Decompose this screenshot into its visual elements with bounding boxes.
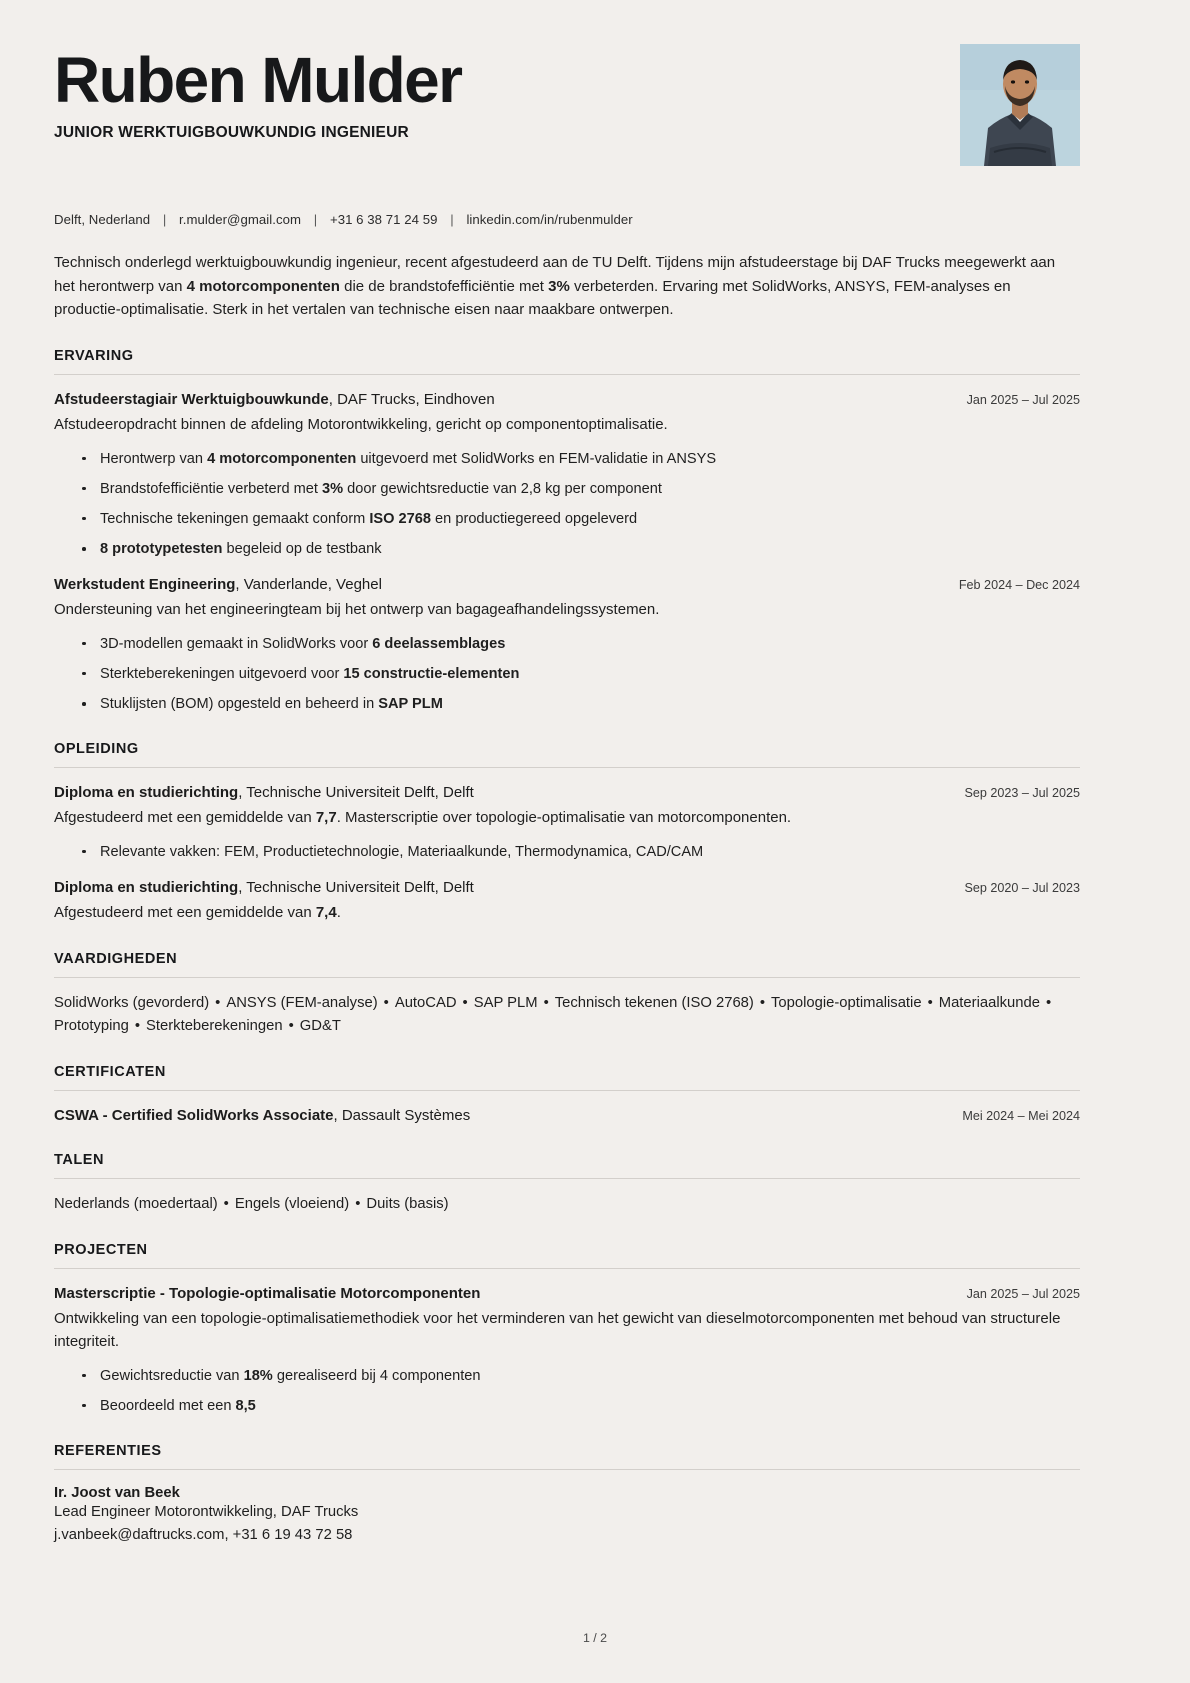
bullet-separator: •	[927, 994, 933, 1011]
entry-bullet-list	[54, 449, 1080, 561]
entry-description: Ondersteuning van het engineeringteam bij het ontwerp van bagageafhandelingssystemen.	[54, 600, 660, 618]
bullet-separator: •	[383, 994, 389, 1011]
list-item	[82, 539, 1080, 560]
contact-phone[interactable]: +31 6 38 71 24 59	[329, 212, 438, 227]
bullet-pre: 3D-modellen gemaakt in SolidWorks voor	[100, 635, 373, 652]
bullet-separator: •	[223, 1196, 229, 1213]
bullet-pre: Gewichtsreductie van	[100, 1367, 244, 1384]
entry-date: Sep 2023 – Jul 2025	[964, 786, 1080, 801]
reference-contact: j.vanbeek@daftrucks.com, +31 6 19 43 72 58	[54, 1526, 353, 1543]
certificate-issuer: , Dassault Systèmes	[333, 1106, 471, 1124]
education-entry	[54, 782, 1080, 863]
bullet-bold: 6 deelassemblages	[372, 635, 506, 652]
bullet-post: en productiegereed opgeleverd	[431, 510, 638, 527]
professional-summary	[54, 251, 1080, 322]
bullet-bold: 15 constructie-elementen	[343, 665, 520, 682]
certificate-name: CSWA - Certified SolidWorks Associate	[54, 1106, 334, 1124]
entry-title	[54, 1283, 480, 1305]
summary-text-3: verbeterden. Ervaring met SolidWorks, ANSYS, FEM-analyses en productie-optimalisatie. Sterk in het vertalen van technische eisen naar maakbare ontwerpen.	[54, 277, 1011, 319]
bullet-bold: ISO 2768	[369, 510, 431, 527]
certificate-entry	[54, 1105, 1080, 1127]
summary-text-1: Technisch onderlegd werktuigbouwkundig ingenieur, recent afgestudeerd aan de TU Delft. Tijdens mijn afstudeerstage bij DAF Trucks meegewerkt aan het herontwerp van	[54, 254, 1056, 295]
section-certificates	[54, 1064, 1080, 1127]
languages-list	[54, 1193, 1080, 1216]
reference-position: Lead Engineer Motorontwikkeling, DAF Trucks	[54, 1504, 359, 1521]
list-item	[82, 449, 1080, 470]
list-item	[82, 479, 1080, 500]
bullet-pre: Sterkteberekeningen uitgevoerd voor	[100, 665, 344, 682]
entry-title	[54, 574, 382, 596]
entry-header	[54, 1283, 1080, 1305]
bullet-post: begeleid op de testbank	[222, 541, 382, 558]
section-heading-references: REFERENTIES	[54, 1443, 162, 1460]
entry-degree: Diploma en studierichting	[54, 878, 239, 896]
entry-title	[54, 389, 495, 411]
contact-separator-2: |	[313, 212, 318, 227]
bullet-bold: 8,5	[235, 1397, 256, 1414]
entry-bullet-list	[54, 634, 1080, 715]
skill-item: AutoCAD	[394, 994, 457, 1011]
entry-date: Feb 2024 – Dec 2024	[958, 578, 1080, 593]
language-item: Duits (basis)	[366, 1196, 449, 1213]
entry-header	[54, 574, 1080, 596]
bullet-separator: •	[1045, 994, 1052, 1011]
section-references	[54, 1443, 1080, 1546]
contact-location: Delft, Nederland	[54, 212, 151, 227]
divider	[54, 1469, 1080, 1470]
bullet-pre: Relevante vakken: FEM, Productietechnologie, Materiaalkunde, Thermodynamica, CAD/CAM	[100, 843, 704, 860]
divider	[54, 1178, 1080, 1179]
desc-post: .	[336, 903, 341, 921]
skills-list	[54, 992, 1080, 1038]
bullet-post: gerealiseerd bij 4 componenten	[272, 1367, 481, 1384]
contact-line	[54, 212, 1080, 227]
section-heading-skills: VAARDIGHEDEN	[54, 950, 178, 967]
section-education	[54, 741, 1080, 924]
list-item	[82, 1366, 1080, 1387]
project-entry	[54, 1283, 1080, 1417]
entry-role: Afstudeerstagiair Werktuigbouwkunde	[54, 391, 329, 409]
skill-item: SolidWorks (gevorderd)	[54, 994, 210, 1011]
desc-pre: Afgestudeerd met een gemiddelde van	[54, 903, 316, 921]
entry-role: Werkstudent Engineering	[54, 576, 236, 594]
contact-linkedin[interactable]: linkedin.com/in/rubenmulder	[466, 212, 633, 227]
bullet-bold: 8 prototypetesten	[100, 541, 223, 558]
summary-text-2: die de brandstofefficiëntie met	[339, 277, 549, 295]
divider	[54, 977, 1080, 978]
bullet-pre: Technische tekeningen gemaakt conform	[100, 510, 370, 527]
skill-item: Prototyping	[54, 1017, 129, 1034]
bullet-separator: •	[288, 1017, 294, 1034]
section-heading-languages: TALEN	[54, 1152, 105, 1169]
entry-company: , DAF Trucks, Eindhoven	[328, 391, 495, 409]
bullet-bold: 3%	[322, 480, 344, 497]
skill-item: Technisch tekenen (ISO 2768)	[554, 994, 754, 1011]
bullet-pre: Brandstofefficiëntie verbeterd met	[100, 480, 322, 497]
entry-bullet-list	[54, 842, 1080, 863]
list-item	[82, 634, 1080, 655]
bullet-bold: 18%	[243, 1367, 273, 1384]
entry-description	[54, 902, 1080, 925]
entry-header	[54, 389, 1080, 411]
list-item	[82, 842, 1080, 863]
bullet-separator: •	[543, 994, 549, 1011]
contact-separator-1: |	[162, 212, 167, 227]
list-item	[82, 509, 1080, 530]
desc-pre: Afgestudeerd met een gemiddelde van	[54, 809, 316, 826]
entry-date: Sep 2020 – Jul 2023	[964, 880, 1080, 895]
bullet-separator: •	[759, 994, 766, 1011]
section-languages	[54, 1152, 1080, 1216]
entry-title	[54, 782, 474, 804]
entry-date: Jan 2025 – Jul 2025	[966, 1287, 1080, 1302]
avatar	[960, 44, 1080, 166]
reference-name: Ir. Joost van Beek	[54, 1485, 180, 1502]
language-item: Engels (vloeiend)	[234, 1196, 350, 1213]
page-title: Ruben Mulder	[54, 44, 462, 116]
desc-post: . Masterscriptie over topologie-optimalisatie van motorcomponenten.	[336, 809, 792, 826]
entry-degree: Diploma en studierichting	[54, 784, 239, 802]
entry-header	[54, 782, 1080, 804]
entry-date: Mei 2024 – Mei 2024	[962, 1108, 1080, 1123]
profile-photo-icon	[960, 44, 1080, 166]
section-skills	[54, 951, 1080, 1038]
bullet-separator: •	[215, 994, 221, 1011]
entry-title	[54, 877, 474, 899]
desc-bold: 7,4	[315, 903, 337, 921]
section-heading-certificates: CERTIFICATEN	[54, 1063, 166, 1080]
bullet-bold: 4 motorcomponenten	[207, 450, 357, 467]
list-item	[82, 664, 1080, 685]
entry-bullet-list	[54, 1366, 1080, 1417]
section-heading-projects: PROJECTEN	[54, 1242, 148, 1259]
list-item	[82, 694, 1080, 715]
bullet-post: door gewichtsreductie van 2,8 kg per component	[343, 480, 662, 497]
skill-item: Sterkteberekeningen	[146, 1017, 283, 1034]
project-name: Masterscriptie - Topologie-optimalisatie Motorcomponenten	[54, 1285, 481, 1303]
contact-email[interactable]: r.mulder@gmail.com	[179, 212, 302, 227]
entry-title	[54, 1105, 470, 1127]
header	[54, 44, 1080, 180]
bullet-separator: •	[134, 1017, 141, 1034]
section-projects	[54, 1242, 1080, 1417]
experience-entry	[54, 574, 1080, 715]
page-number: 1 / 2	[582, 1631, 608, 1645]
entry-header	[54, 877, 1080, 899]
skill-item: Topologie-optimalisatie	[771, 994, 922, 1011]
skill-item: ANSYS (FEM-analyse)	[226, 994, 378, 1011]
desc-bold: 7,7	[315, 809, 337, 826]
language-item: Nederlands (moedertaal)	[54, 1196, 218, 1213]
bullet-pre: Herontwerp van	[100, 450, 208, 467]
bullet-separator: •	[462, 994, 468, 1011]
bullet-separator: •	[355, 1196, 361, 1213]
entry-description	[54, 807, 1080, 830]
divider	[54, 1268, 1080, 1269]
bullet-post: uitgevoerd met SolidWorks en FEM-validatie in ANSYS	[356, 450, 717, 467]
summary-bold-2: 3%	[548, 277, 570, 295]
contact-separator-3: |	[450, 212, 454, 227]
skill-item: SAP PLM	[473, 994, 538, 1011]
section-heading-education: OPLEIDING	[54, 741, 139, 758]
divider	[54, 767, 1080, 768]
divider	[54, 374, 1080, 375]
section-experience	[54, 348, 1080, 715]
skill-item: GD&T	[299, 1017, 341, 1034]
education-entry	[54, 877, 1080, 925]
divider	[54, 1090, 1080, 1091]
entry-company: , Vanderlande, Veghel	[235, 576, 382, 594]
entry-institution: , Technische Universiteit Delft, Delft	[238, 878, 474, 896]
bullet-pre: Beoordeeld met een	[100, 1397, 236, 1414]
skill-item: Materiaalkunde	[938, 994, 1040, 1011]
entry-date: Jan 2025 – Jul 2025	[966, 393, 1080, 408]
bullet-bold: SAP PLM	[378, 696, 443, 713]
entry-description: Ontwikkeling van een topologie-optimalisatiemethodiek voor het verminderen van het gewicht van dieselmotorcomponenten met behoud van structurele integriteit.	[54, 1310, 1061, 1351]
bullet-pre: Stuklijsten (BOM) opgesteld en beheerd in	[100, 696, 379, 713]
entry-description: Afstudeeropdracht binnen de afdeling Motorontwikkeling, gericht op componentoptimalisatie.	[54, 415, 668, 433]
experience-entry	[54, 389, 1080, 560]
entry-header	[54, 1105, 1080, 1127]
entry-institution: , Technische Universiteit Delft, Delft	[238, 784, 474, 802]
summary-bold-1: 4 motorcomponenten	[186, 277, 340, 295]
section-heading-experience: ERVARING	[54, 348, 134, 365]
list-item	[82, 1396, 1080, 1417]
job-title-subheading: JUNIOR WERKTUIGBOUWKUNDIG INGENIEUR	[54, 124, 409, 141]
